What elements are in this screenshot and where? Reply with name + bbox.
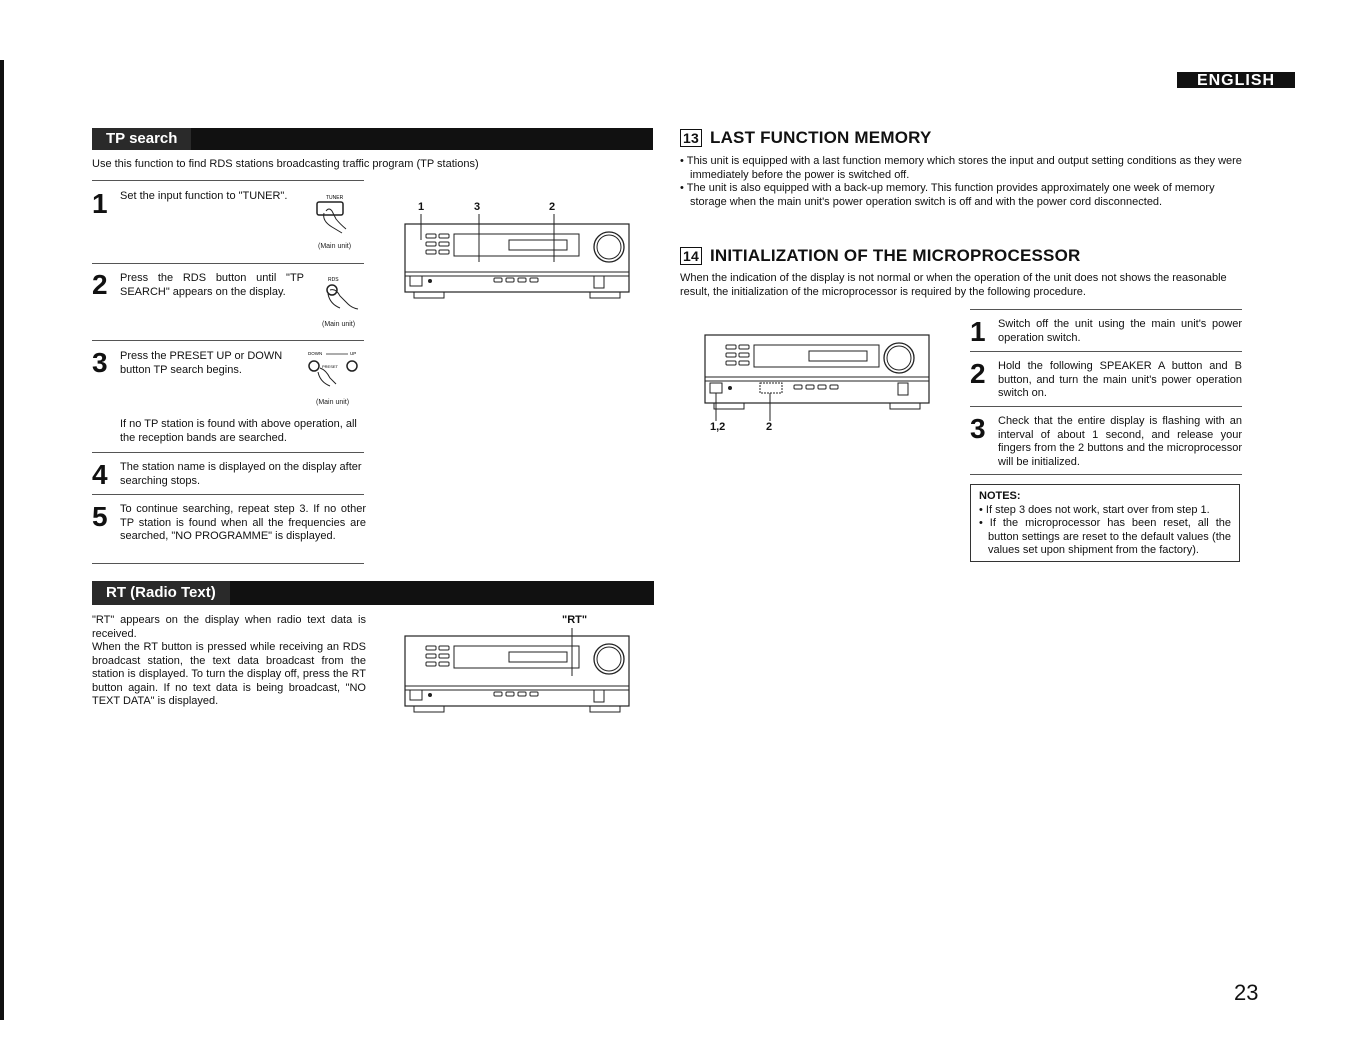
s14-rule-1 [970, 351, 1242, 352]
s13-bullet-1: • This unit is equipped with a last function memory which stores the input and output setting conditions as they were immediately before the power is switched off. [680, 155, 1242, 181]
s13-title: LAST FUNCTION MEMORY [709, 128, 932, 147]
left-margin-bar [0, 60, 4, 1020]
notes-title: NOTES: [979, 490, 1021, 502]
s14-step-2-text: Hold the following SPEAKER A button and B button, and turn the main unit's power operation switch on. [998, 360, 1242, 399]
main-unit-caption-3: (Main unit) [316, 399, 350, 406]
s14-step-3-text: Check that the entire display is flashing with an interval of about 1 second, and release your fingers from the 2 buttons and the microprocessor will be initialized. [998, 415, 1242, 468]
s14-step-1-text: Switch off the unit using the main unit's power operation switch. [998, 318, 1242, 344]
preset-icon-label: PRESET [322, 364, 339, 369]
init-callout-12: 1,2 [710, 421, 726, 433]
language-tab: ENGLISH [1177, 72, 1295, 88]
preset-up-down-icon [306, 350, 362, 392]
tp-rule-5 [92, 563, 364, 564]
s13-bullet-2-text: The unit is also equipped with a back-up memory. This function provides approximately one week of memory storage when the main unit's power operation switch is off and with the power cord disconnected. [686, 182, 1215, 208]
receiver-illustration-tp [404, 214, 632, 304]
tp-search-title: TP search [92, 128, 191, 150]
s14-step-3-number: 3 [970, 413, 986, 444]
tp-step-4-text: The station name is displayed on the display after searching stops. [120, 461, 362, 487]
s14-title: INITIALIZATION OF THE MICROPROCESSOR [709, 246, 1081, 265]
tp-intro: Use this function to find RDS stations broadcasting traffic program (TP stations) [92, 158, 479, 170]
s14-number: 14 [680, 247, 702, 265]
s14-step-1-number: 1 [970, 316, 986, 347]
rt-title: RT (Radio Text) [92, 581, 230, 605]
tp-step-3-text: Press the PRESET UP or DOWN button TP search begins. [120, 350, 283, 376]
tp-step-5-number: 5 [92, 501, 108, 532]
s14-intro: When the indication of the display is not normal or when the operation of the unit does not shows the reasonable result, the initialization of the microprocessor is required by the following procedure. [680, 272, 1227, 298]
tp-step-1-number: 1 [92, 188, 108, 219]
tp-search-heading-bar [92, 128, 653, 150]
tp-rule-0 [92, 180, 364, 181]
receiver-illustration-init [704, 333, 932, 415]
note-2-text: If the microprocessor has been reset, all the button settings are reset to the default values (the values set upon shipment from the factory). [988, 517, 1231, 556]
rds-icon-label: RDS [328, 277, 339, 283]
s14-rule-3 [970, 474, 1242, 475]
s13-heading [680, 128, 932, 148]
rds-button-icon [322, 276, 362, 316]
rt-heading-bar [92, 581, 654, 605]
rt-callout: "RT" [562, 614, 588, 626]
s13-number: 13 [680, 129, 702, 147]
tp-step-5-text: To continue searching, repeat step 3. If no other TP station is found when all the frequencies are searched, "NO PROGRAMME" is displayed. [120, 503, 366, 542]
tp-callout-3: 3 [474, 201, 481, 213]
tp-step-2-number: 2 [92, 269, 108, 300]
init-callout-2: 2 [766, 421, 773, 433]
down-icon-label: DOWN [308, 351, 323, 356]
tp-rule-1 [92, 263, 364, 264]
receiver-illustration-rt [404, 628, 632, 720]
tp-rule-2 [92, 340, 364, 341]
s14-rule-2 [970, 406, 1242, 407]
tp-step-3-number: 3 [92, 347, 108, 378]
up-icon-label: UP [350, 351, 357, 356]
rt-body: "RT" appears on the display when radio text data is received. When the RT button is pressed while receiving an RDS broadcast station, the text data broadcast from the station is displayed. To turn the display off, press the RT button again. If no text data is being broadcast, "NO TEXT DATA" is displayed. [92, 614, 366, 707]
tp-callout-1: 1 [418, 201, 425, 213]
main-unit-caption-2: (Main unit) [322, 321, 356, 328]
main-unit-caption-1: (Main unit) [318, 243, 352, 250]
note-2: • If the microprocessor has been reset, all the button settings are reset to the default values (the values set upon shipment from the factory). [979, 517, 1231, 556]
tuner-icon-label: TUNER [326, 195, 344, 201]
notes-box [970, 484, 1240, 562]
tp-step-4-number: 4 [92, 459, 108, 490]
tuner-button-icon [312, 193, 362, 243]
s14-rule-0 [970, 309, 1242, 310]
tp-callout-2: 2 [549, 201, 556, 213]
page-number: 23 [1234, 980, 1259, 1005]
s13-bullets [680, 155, 1242, 209]
s14-heading [680, 246, 1080, 266]
tp-rule-4 [92, 494, 364, 495]
note-1-text: If step 3 does not work, start over from step 1. [985, 503, 1210, 516]
tp-step-3-note: If no TP station is found with above operation, all the reception bands are searched. [120, 418, 357, 444]
note-1: • If step 3 does not work, start over from step 1. [979, 503, 1210, 516]
s14-step-2-number: 2 [970, 358, 986, 389]
tp-step-2-text: Press the RDS button until "TP SEARCH" appears on the display. [120, 272, 304, 298]
tp-rule-3 [92, 452, 364, 453]
s13-bullet-2: • The unit is also equipped with a back-up memory. This function provides approximately one week of memory storage when the main unit's power operation switch is off and with the power cord disconnected. [680, 182, 1215, 208]
tp-step-1-text: Set the input function to "TUNER". [120, 190, 288, 202]
s13-bullet-1-text: This unit is equipped with a last function memory which stores the input and output setting conditions as they were immediately before the power is switched off. [686, 155, 1242, 181]
